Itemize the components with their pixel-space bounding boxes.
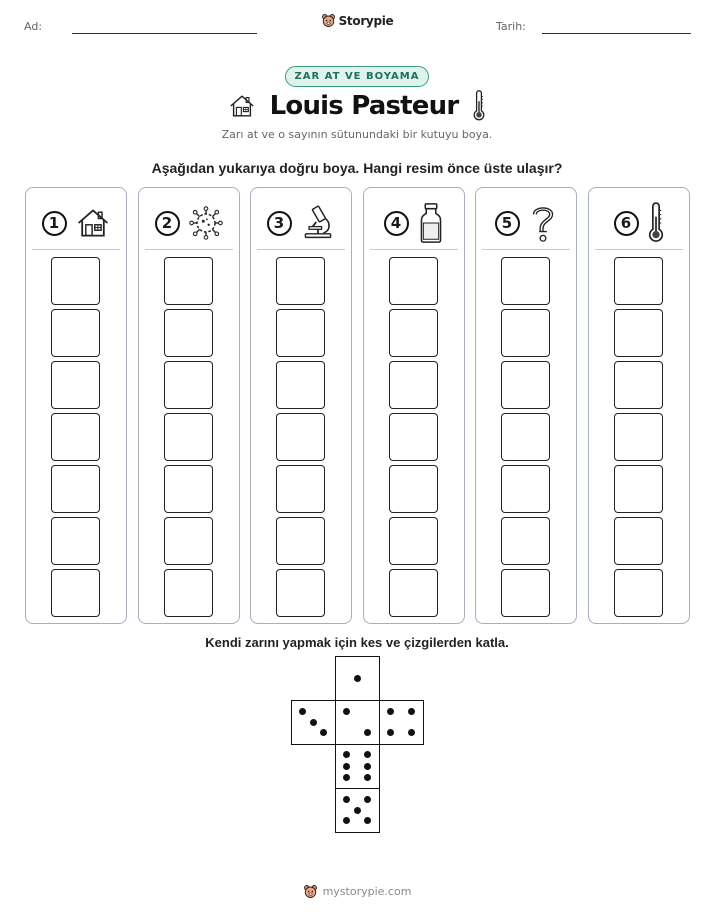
color-box[interactable] xyxy=(164,309,213,357)
dice-pip xyxy=(408,708,415,715)
dice-pip xyxy=(387,708,394,715)
dice-pip xyxy=(364,817,371,824)
color-box[interactable] xyxy=(51,465,100,513)
color-box[interactable] xyxy=(389,465,438,513)
color-box[interactable] xyxy=(276,465,325,513)
column-number: 3 xyxy=(267,211,292,236)
milk-bottle-icon xyxy=(417,202,445,244)
column-number: 2 xyxy=(155,211,180,236)
color-box[interactable] xyxy=(51,413,100,461)
dice-pip xyxy=(343,774,350,781)
color-box[interactable] xyxy=(501,465,550,513)
dice-pip xyxy=(364,751,371,758)
column-number: 1 xyxy=(42,211,67,236)
color-box[interactable] xyxy=(276,517,325,565)
dice-pip xyxy=(364,763,371,770)
dice-pip xyxy=(354,675,361,682)
column-2 xyxy=(138,187,240,624)
column-number: 6 xyxy=(614,211,639,236)
color-box[interactable] xyxy=(51,361,100,409)
color-box[interactable] xyxy=(614,569,663,617)
color-box[interactable] xyxy=(614,309,663,357)
color-box[interactable] xyxy=(164,257,213,305)
color-box[interactable] xyxy=(614,465,663,513)
color-box[interactable] xyxy=(614,413,663,461)
color-box[interactable] xyxy=(51,569,100,617)
color-box[interactable] xyxy=(276,361,325,409)
date-label: Tarih: xyxy=(496,20,526,33)
dice-pip xyxy=(343,763,350,770)
name-label: Ad: xyxy=(24,20,43,33)
microscope-icon xyxy=(300,204,336,242)
dice-face-left xyxy=(291,700,336,745)
dice-face-right xyxy=(379,700,424,745)
color-box[interactable] xyxy=(51,517,100,565)
color-box[interactable] xyxy=(51,257,100,305)
color-box[interactable] xyxy=(501,257,550,305)
house-icon xyxy=(228,92,256,120)
color-box[interactable] xyxy=(164,517,213,565)
color-box[interactable] xyxy=(614,361,663,409)
date-line[interactable] xyxy=(542,33,691,34)
column-6 xyxy=(588,187,690,624)
dice-pip xyxy=(299,708,306,715)
column-1 xyxy=(25,187,127,624)
bear-logo-icon xyxy=(321,13,336,28)
house-icon xyxy=(75,205,111,241)
question-mark-icon xyxy=(528,202,558,244)
color-box[interactable] xyxy=(389,309,438,357)
dice-pip xyxy=(320,729,327,736)
brand-name: Storypie xyxy=(338,13,394,28)
column-4 xyxy=(363,187,465,624)
color-box[interactable] xyxy=(164,361,213,409)
color-box[interactable] xyxy=(501,517,550,565)
color-box[interactable] xyxy=(389,361,438,409)
color-box[interactable] xyxy=(389,569,438,617)
page-title: Louis Pasteur xyxy=(269,91,459,121)
color-box[interactable] xyxy=(276,257,325,305)
germ-icon xyxy=(188,205,224,241)
dice-face-bottom xyxy=(335,788,380,833)
dice-pip xyxy=(408,729,415,736)
color-box[interactable] xyxy=(501,361,550,409)
color-box[interactable] xyxy=(51,309,100,357)
dice-pip xyxy=(343,796,350,803)
thermometer-icon xyxy=(647,202,665,244)
subtitle: Zarı at ve o sayının sütunundaki bir kutuyu boya. xyxy=(221,128,493,141)
color-box[interactable] xyxy=(501,309,550,357)
color-box[interactable] xyxy=(276,569,325,617)
thermometer-icon xyxy=(472,90,486,122)
bear-logo-icon xyxy=(303,884,318,899)
footer-url: mystorypie.com xyxy=(322,885,412,898)
dice-pip xyxy=(364,796,371,803)
name-line[interactable] xyxy=(72,33,257,34)
dice-face-below xyxy=(335,744,380,789)
brand-logo xyxy=(0,13,714,28)
dice-pip xyxy=(387,729,394,736)
color-box[interactable] xyxy=(614,517,663,565)
dice-pip xyxy=(354,807,361,814)
dice-pip xyxy=(343,817,350,824)
dice-pip xyxy=(343,708,350,715)
color-box[interactable] xyxy=(276,413,325,461)
dice-pip xyxy=(364,729,371,736)
color-box[interactable] xyxy=(389,413,438,461)
column-3 xyxy=(250,187,352,624)
color-box[interactable] xyxy=(501,413,550,461)
dice-instruction: Kendi zarını yapmak için kes ve çizgilerden katla. xyxy=(205,635,509,650)
activity-badge: ZAR AT VE BOYAMA xyxy=(285,66,430,87)
footer xyxy=(0,884,714,899)
dice-pip xyxy=(364,774,371,781)
column-5 xyxy=(475,187,577,624)
color-box[interactable] xyxy=(389,517,438,565)
dice-pip xyxy=(343,751,350,758)
column-number: 4 xyxy=(384,211,409,236)
instruction: Aşağıdan yukarıya doğru boya. Hangi resim önce üste ulaşır? xyxy=(151,160,563,176)
dice-face-top xyxy=(335,656,380,701)
color-box[interactable] xyxy=(501,569,550,617)
title-row xyxy=(0,90,714,122)
color-box[interactable] xyxy=(164,465,213,513)
dice-face-center xyxy=(335,700,380,745)
dice-pip xyxy=(310,719,317,726)
column-number: 5 xyxy=(495,211,520,236)
color-box[interactable] xyxy=(614,257,663,305)
color-box[interactable] xyxy=(276,309,325,357)
color-box[interactable] xyxy=(389,257,438,305)
color-box[interactable] xyxy=(164,413,213,461)
color-box[interactable] xyxy=(164,569,213,617)
